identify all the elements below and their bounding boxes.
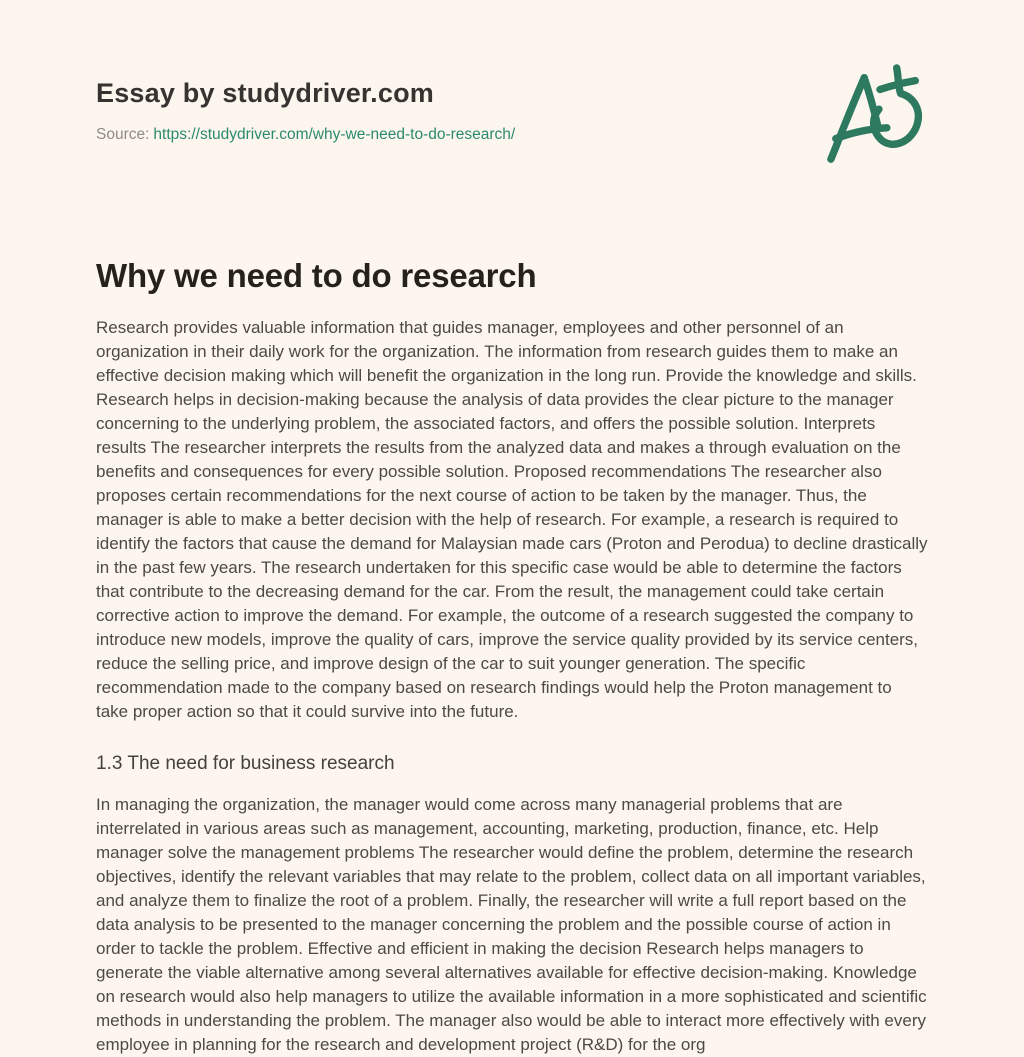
article-paragraph-1: Research provides valuable information that guides manager, employees and other personnel of an organization in their daily work for the organization. The information from research guides them to make an effective decision making which will benefit the organization in the long run. Provide the knowledge and skills. Research helps in decision-making because the analysis of data provides the clear picture to the manager concerning to the underlying problem, the associated factors, and offers the possible solution. Interprets results The researcher interprets the results from the analyzed data and makes a through evaluation on the benefits and consequences for every possible solution. Proposed recommendations The researcher also proposes certain recommendations for the next course of action to be taken by the manager. Thus, the manager is able to make a better decision with the help of research. For example, a research is required to identify the factors that cause the demand for Malaysian made cars (Proton and Perodua) to decline drastically in the past few years. The research undertaken for this specific case would be able to determine the factors that contribute to the decreasing demand for the car. From the result, the management could take certain corrective action to improve the demand. For example, the outcome of a research suggested the company to introduce new models, improve the quality of cars, improve the service quality provided by its service centers, reduce the selling price, and improve design of the car to suit younger generation. The specific recommendation made to the company based on research findings would help the Proton management to take proper action so that it could survive into the future. bbox=[96, 318, 928, 721]
article-title: Why we need to do research bbox=[96, 257, 537, 294]
doc-header bbox=[96, 78, 928, 144]
article-paragraph-2: In managing the organization, the manager would come across many managerial problems that are interrelated in various areas such as management, accounting, marketing, production, finance, etc. Help manager solve the management problems The researcher would define the problem, determine the research objectives, identify the relevant variables that may relate to the problem, collect data on all important variables, and analyze them to finalize the root of a problem. Finally, the researcher will write a full report based on the data analysis to be presented to the manager concerning the problem and the possible course of action in order to tackle the problem. Effective and efficient in making the decision Research helps managers to generate the viable alternative among several alternatives available for effective decision-making. Knowledge on research would also help managers to utilize the available information in a more sophisticated and scientific methods in understanding the problem. The manager also would be able to interact more effectively with every employee in planning for the research and development project (R&D) for the org bbox=[96, 795, 927, 1054]
section-heading: 1.3 The need for business research bbox=[96, 753, 395, 774]
source-label: Source: bbox=[96, 126, 150, 143]
source-url-link[interactable]: https://studydriver.com/why-we-need-to-do-research/ bbox=[153, 126, 516, 143]
source-line bbox=[96, 126, 928, 144]
doc-header-title: Essay by studydriver.com bbox=[96, 78, 434, 108]
